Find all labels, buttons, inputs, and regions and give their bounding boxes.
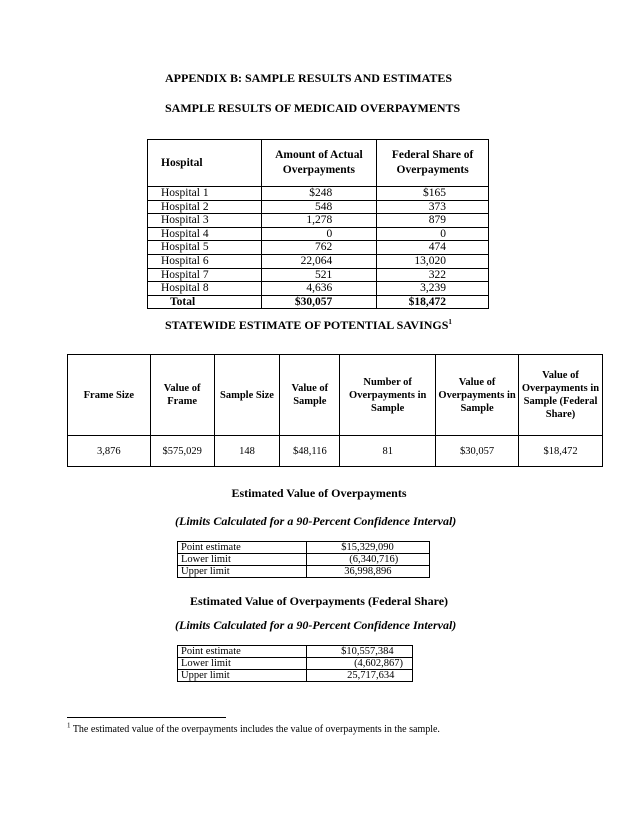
header-federal-share: Value of Overpayments in Sample (Federal Share)	[519, 355, 603, 436]
sample-size: 148	[214, 436, 280, 467]
actual-amount: 1,278	[261, 214, 377, 228]
table-row	[178, 554, 430, 566]
limit-value: (6,340,716)	[307, 554, 430, 566]
limit-value: (4,602,867)	[307, 658, 413, 670]
statewide-title-text: STATEWIDE ESTIMATE OF POTENTIAL SAVINGS	[165, 318, 449, 332]
table-row	[68, 436, 603, 467]
footnote-marker: 1	[67, 721, 71, 730]
footnote	[67, 721, 440, 735]
federal-amount: 3,239	[377, 282, 489, 296]
estimate-title: Estimated Value of Overpayments	[231, 486, 407, 500]
table-row	[148, 268, 489, 282]
limit-label: Lower limit	[178, 554, 307, 566]
value-of-sample: $48,116	[280, 436, 340, 467]
table-row	[178, 542, 430, 554]
federal-amount: $165	[377, 187, 489, 201]
footnote-ref: 1	[448, 318, 452, 326]
header-value-of-overpayments: Value of Overpayments in Sample	[436, 355, 519, 436]
limit-label: Upper limit	[178, 670, 307, 682]
appendix-title: APPENDIX B: SAMPLE RESULTS AND ESTIMATES	[165, 71, 453, 85]
table-row	[178, 670, 413, 682]
federal-amount: 322	[377, 268, 489, 282]
limit-label: Point estimate	[178, 646, 307, 658]
hospital-name: Hospital 1	[148, 187, 262, 201]
header-sample-size: Sample Size	[214, 355, 280, 436]
total-label: Total	[148, 295, 262, 309]
hospital-name: Hospital 3	[148, 214, 262, 228]
actual-amount: 0	[261, 227, 377, 241]
federal-amount: 474	[377, 241, 489, 255]
table-row	[148, 254, 489, 268]
limit-label: Point estimate	[178, 542, 307, 554]
total-actual: $30,057	[261, 295, 377, 309]
federal-estimate-subtitle: (Limits Calculated for a 90-Percent Confidence Interval)	[175, 618, 457, 632]
footnote-divider	[67, 717, 226, 718]
federal-amount: 373	[377, 200, 489, 214]
header-hospital: Hospital	[148, 140, 262, 187]
header-actual-overpayments: Amount of Actual Overpayments	[261, 140, 377, 187]
actual-amount: 521	[261, 268, 377, 282]
hospital-name: Hospital 5	[148, 241, 262, 255]
table-row	[148, 200, 489, 214]
federal-amount: 0	[377, 227, 489, 241]
federal-estimate-title: Estimated Value of Overpayments (Federal Share)	[189, 594, 449, 608]
header-value-of-sample: Value of Sample	[280, 355, 340, 436]
table-row	[148, 227, 489, 241]
hospital-name: Hospital 2	[148, 200, 262, 214]
estimate-limits-table	[177, 541, 430, 578]
estimate-subtitle: (Limits Calculated for a 90-Percent Confidence Interval)	[175, 514, 457, 528]
hospital-name: Hospital 4	[148, 227, 262, 241]
limit-value: $10,557,384	[307, 646, 413, 658]
limit-label: Upper limit	[178, 566, 307, 578]
value-of-overpayments: $30,057	[436, 436, 519, 467]
header-federal-share: Federal Share of Overpayments	[377, 140, 489, 187]
statewide-title	[165, 318, 452, 333]
hospital-name: Hospital 6	[148, 254, 262, 268]
hospital-name: Hospital 8	[148, 282, 262, 296]
table-row	[148, 241, 489, 255]
total-federal: $18,472	[377, 295, 489, 309]
header-number-of-overpayments: Number of Overpayments in Sample	[340, 355, 436, 436]
limit-label: Lower limit	[178, 658, 307, 670]
actual-amount: 4,636	[261, 282, 377, 296]
federal-amount: 879	[377, 214, 489, 228]
value-of-frame: $575,029	[150, 436, 214, 467]
table-row	[178, 566, 430, 578]
frame-size: 3,876	[68, 436, 151, 467]
hospital-overpayments-table	[147, 139, 489, 309]
header-frame-size: Frame Size	[68, 355, 151, 436]
number-of-overpayments: 81	[340, 436, 436, 467]
federal-share-value: $18,472	[519, 436, 603, 467]
footnote-text: The estimated value of the overpayments includes the value of overpayments in the sample.	[72, 724, 440, 735]
table-row	[148, 187, 489, 201]
table-row	[148, 214, 489, 228]
limit-value: 36,998,896	[307, 566, 430, 578]
limit-value: 25,717,634	[307, 670, 413, 682]
federal-limits-table	[177, 645, 413, 682]
actual-amount: $248	[261, 187, 377, 201]
statewide-estimate-table	[67, 354, 603, 467]
table-row	[178, 646, 413, 658]
sample-results-title: SAMPLE RESULTS OF MEDICAID OVERPAYMENTS	[165, 101, 461, 115]
actual-amount: 548	[261, 200, 377, 214]
limit-value: $15,329,090	[307, 542, 430, 554]
table-row	[178, 658, 413, 670]
actual-amount: 762	[261, 241, 377, 255]
total-row	[148, 295, 489, 309]
hospital-name: Hospital 7	[148, 268, 262, 282]
actual-amount: 22,064	[261, 254, 377, 268]
header-value-of-frame: Value of Frame	[150, 355, 214, 436]
federal-amount: 13,020	[377, 254, 489, 268]
table-row	[148, 282, 489, 296]
